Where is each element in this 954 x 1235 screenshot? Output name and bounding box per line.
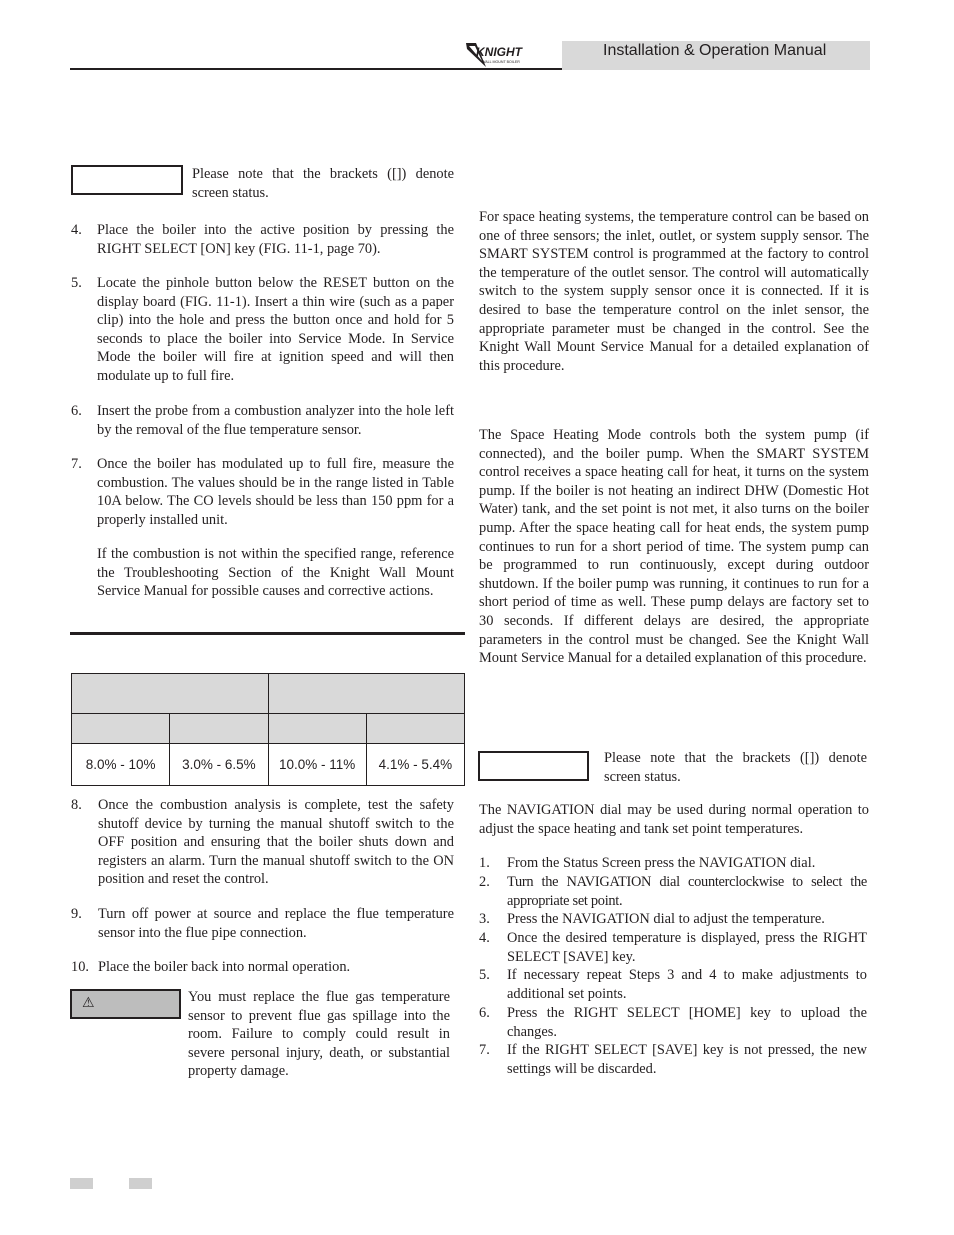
warning-text: You must replace the flue gas temperature sensor to prevent flue gas spillage into the room. Failure to comply could result in severe personal injury, death, or substantial property damage.	[188, 989, 450, 1080]
list-item-text: Locate the pinhole button below the RESET button on the display board (FIG. 11-1). Insert a thin wire (such as a paper clip) into the hole and press the button once and hold for 5 seconds to place the boiler into Service Mode. In Service Mode the boiler will fire at ignition speed and will then modulate up to full fire.	[97, 275, 454, 384]
troubleshooting-note: If the combustion is not within the specified range, reference the Troubleshooting Section of the Knight Wall Mount Service Manual for possible causes and corrective actions.	[97, 546, 454, 600]
table-cell: 10.0% - 11%	[268, 744, 366, 786]
list-item-number: 6.	[71, 403, 82, 419]
list-item-text: Place the boiler into the active position by pressing the RIGHT SELECT [ON] key (FIG. 11-1, page 70).	[97, 222, 454, 257]
list-item-number: 4.	[479, 930, 490, 946]
list-item-text: Place the boiler back into normal operation.	[98, 959, 351, 975]
footer-tab	[70, 1178, 93, 1189]
list-item-number: 7.	[71, 456, 82, 472]
note-text: Please note that the brackets ([]) denote screen status.	[192, 166, 454, 201]
list-item-number: 7.	[479, 1042, 490, 1058]
list-item-text: Press the NAVIGATION dial to adjust the temperature.	[507, 911, 825, 927]
table-cell: 4.1% - 5.4%	[366, 744, 464, 786]
note-label-box	[71, 165, 183, 195]
table-subheader-cell	[170, 714, 268, 744]
list-item-text: If the RIGHT SELECT [SAVE] key is not pressed, the new settings will be discarded.	[507, 1042, 867, 1077]
list-item-number: 5.	[71, 275, 82, 291]
list-item-text: From the Status Screen press the NAVIGATION dial.	[507, 855, 816, 871]
combustion-table	[71, 673, 465, 786]
list-item-number: 1.	[479, 855, 490, 871]
list-item-text: Once the desired temperature is displayed, press the RIGHT SELECT [SAVE] key.	[507, 930, 867, 965]
navigation-paragraph: The NAVIGATION dial may be used during normal operation to adjust the space heating and tank set point temperatures.	[479, 802, 869, 837]
manual-title: Installation & Operation Manual	[603, 42, 827, 59]
section-rule	[70, 632, 465, 635]
list-item-number: 8.	[71, 797, 82, 813]
list-item-number: 2.	[479, 874, 490, 890]
list-item-text: Press the RIGHT SELECT [HOME] key to upload the changes.	[507, 1005, 867, 1040]
table-header-cell	[268, 674, 465, 714]
list-item-text: Turn the NAVIGATION dial counterclockwise to select the appropriate set point.	[507, 874, 867, 909]
note-text: Please note that the brackets ([]) denote screen status.	[604, 750, 867, 785]
list-item-number: 9.	[71, 906, 82, 922]
list-item-text: Turn off power at source and replace the flue temperature sensor into the flue pipe connection.	[98, 906, 454, 941]
footer-tab	[129, 1178, 152, 1189]
warning-icon: ⚠	[82, 995, 95, 1011]
table-subheader-cell	[268, 714, 366, 744]
list-item-number: 3.	[479, 911, 490, 927]
list-item-number: 6.	[479, 1005, 490, 1021]
list-item-text: If necessary repeat Steps 3 and 4 to make adjustments to additional set points.	[507, 967, 867, 1002]
list-item-text: Insert the probe from a combustion analyzer into the hole left by the removal of the flue temperature sensor.	[97, 403, 454, 438]
table-subheader-cell	[72, 714, 170, 744]
logo-subtext: WALL MOUNT BOILER	[482, 60, 520, 64]
sensor-paragraph: For space heating systems, the temperature control can be based on one of three sensors; the inlet, outlet, or system supply sensor. The SMART SYSTEM control is programmed at the factory to control the temperature of the outlet sensor. The control will automatically switch to the system supply sensor once it is connected. If it is desired to base the temperature control on the inlet sensor, the appropriate parameter must be changed in the control. See the Knight Wall Mount Service Manual for a detailed explanation of this procedure.	[479, 209, 869, 374]
list-item-number: 5.	[479, 967, 490, 983]
logo-wordmark: KNIGHT	[476, 45, 522, 59]
table-cell: 8.0% - 10%	[72, 744, 170, 786]
table-row	[72, 744, 465, 786]
list-item-text: Once the boiler has modulated up to full fire, measure the combustion. The values should be in the range listed in Table 10A below. The CO levels should be less than 150 ppm for a properly installed unit.	[97, 456, 454, 528]
list-item-text: Once the combustion analysis is complete, test the safety shutoff device by turning the manual shutoff switch to the OFF position and ensuring that the boiler shuts down and registers an alarm. Turn the manual shutoff switch to the ON position and reset the control.	[98, 797, 454, 888]
list-item-number: 10.	[71, 959, 89, 975]
knight-logo	[465, 40, 537, 70]
table-subheader-cell	[366, 714, 464, 744]
note-label-box	[478, 751, 589, 781]
table-header-cell	[72, 674, 269, 714]
table-cell: 3.0% - 6.5%	[170, 744, 268, 786]
warning-label-box	[70, 989, 181, 1019]
list-item-number: 4.	[71, 222, 82, 238]
space-heating-paragraph: The Space Heating Mode controls both the system pump (if connected), and the boiler pump. When the SMART SYSTEM control receives a space heating call for heat, it turns on the system pump. If the boiler is not heating an indirect DHW (Domestic Hot Water) tank, and the set point is not met, it also turns on the boiler pump. After the space heating call for heat ends, the system pump continues to run for a short period of time. The system pump can be programmed to run continuously, except during outdoor shutdown. If the boiler pump was running, it continues to run for a short period of time as well. These pump delays are factory set to 30 seconds. If different delays are desired, the appropriate parameters in the control must be changed. See the Knight Wall Mount Service Manual for a detailed explanation of this procedure.	[479, 427, 869, 667]
